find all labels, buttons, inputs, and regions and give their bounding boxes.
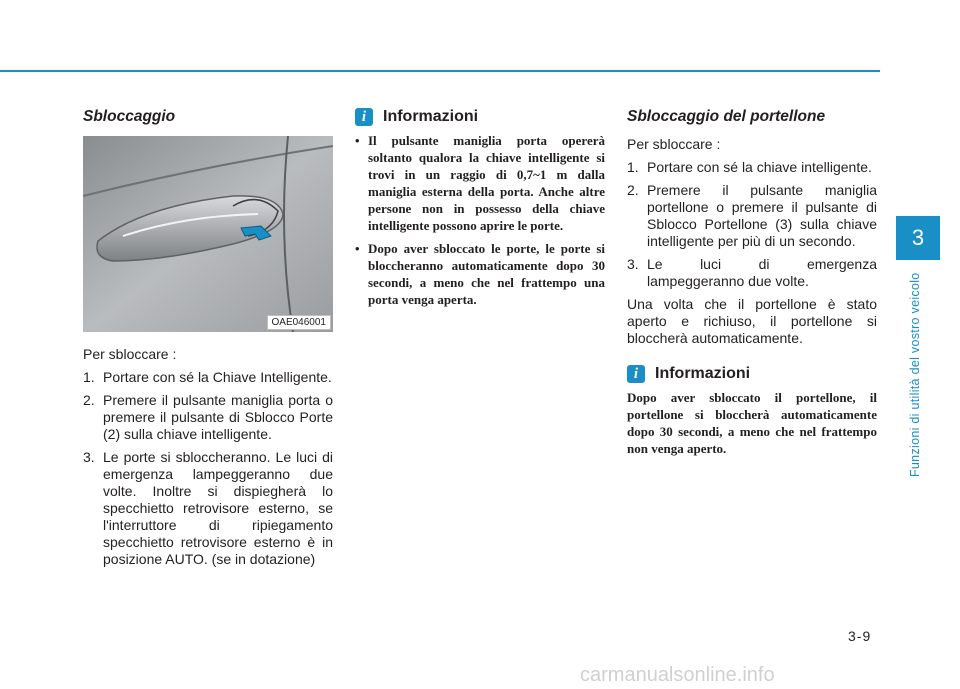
list-item: 3. Le porte si sbloccheranno. Le luci di emergenza lampeggeranno due volte. Inoltre si dispiegherà lo specchietto retrovisore esterno, se l'interruttore di ripiegamento specchietto retrovisore esterno è in posizione AUTO. (se in dotazione) <box>83 449 333 567</box>
middle-column <box>355 108 605 314</box>
list-item: • Dopo aver sbloccato le porte, le porte si bloccheranno automaticamente dopo 30 secondi, a meno che nel frattempo una porta venga aperta. <box>355 241 605 307</box>
section-title-portellone: Sbloccaggio del portellone <box>627 108 826 125</box>
door-handle-photo <box>83 136 333 332</box>
info-header <box>355 108 605 126</box>
top-rule <box>0 70 880 72</box>
left-steps <box>83 369 333 568</box>
list-item: 3. Le luci di emergenza lampeggeranno due volte. <box>627 256 877 289</box>
info-title: Informazioni <box>383 108 479 125</box>
section-title-sbloccaggio: Sbloccaggio <box>83 108 176 125</box>
door-handle-illustration <box>83 136 333 332</box>
left-column <box>83 108 333 574</box>
list-item: 1. Portare con sé la chiave intelligente. <box>627 159 872 175</box>
right-column <box>627 108 877 457</box>
list-item: • Il pulsante maniglia porta opererà soltanto qualora la chiave intelligente si trovi in un raggio di 0,7~1 m dalla maniglia esterna della porta. Anche altre persone non in possesso della chiave intelligente possono aprire le porte. <box>355 133 605 233</box>
info-icon: i <box>355 108 373 126</box>
list-item: 2. Premere il pulsante maniglia portellone o premere il pulsante di Sblocco Portellone (3) sulla chiave intelligente per più di un secondo. <box>627 182 877 249</box>
list-item: 2. Premere il pulsante maniglia porta o premere il pulsante di Sblocco Porte (2) sulla chiave intelligente. <box>83 392 333 442</box>
photo-code: OAE046001 <box>267 315 332 330</box>
info-text: Dopo aver sbloccato il portellone, il portellone si bloccherà automaticamente dopo 30 secondi, a meno che nel frattempo non venga aperto. <box>627 390 877 456</box>
info-icon: i <box>627 365 645 383</box>
right-steps <box>627 159 877 290</box>
info-header <box>627 365 877 383</box>
page-number: 3-9 <box>848 628 872 644</box>
watermark: carmanualsonline.info <box>580 664 775 686</box>
list-item: 1. Portare con sé la Chiave Intelligente. <box>83 369 332 385</box>
right-intro: Per sbloccare : <box>627 136 721 152</box>
info-title: Informazioni <box>655 365 751 382</box>
info-bullets <box>355 132 605 308</box>
right-note: Una volta che il portellone è stato aperto e richiuso, il portellone si bloccherà automaticamente. <box>627 296 877 346</box>
left-intro: Per sbloccare : <box>83 346 177 362</box>
chapter-label: Funzioni di utilità del vostro veicolo <box>908 272 922 477</box>
chapter-number: 3 <box>896 216 940 260</box>
